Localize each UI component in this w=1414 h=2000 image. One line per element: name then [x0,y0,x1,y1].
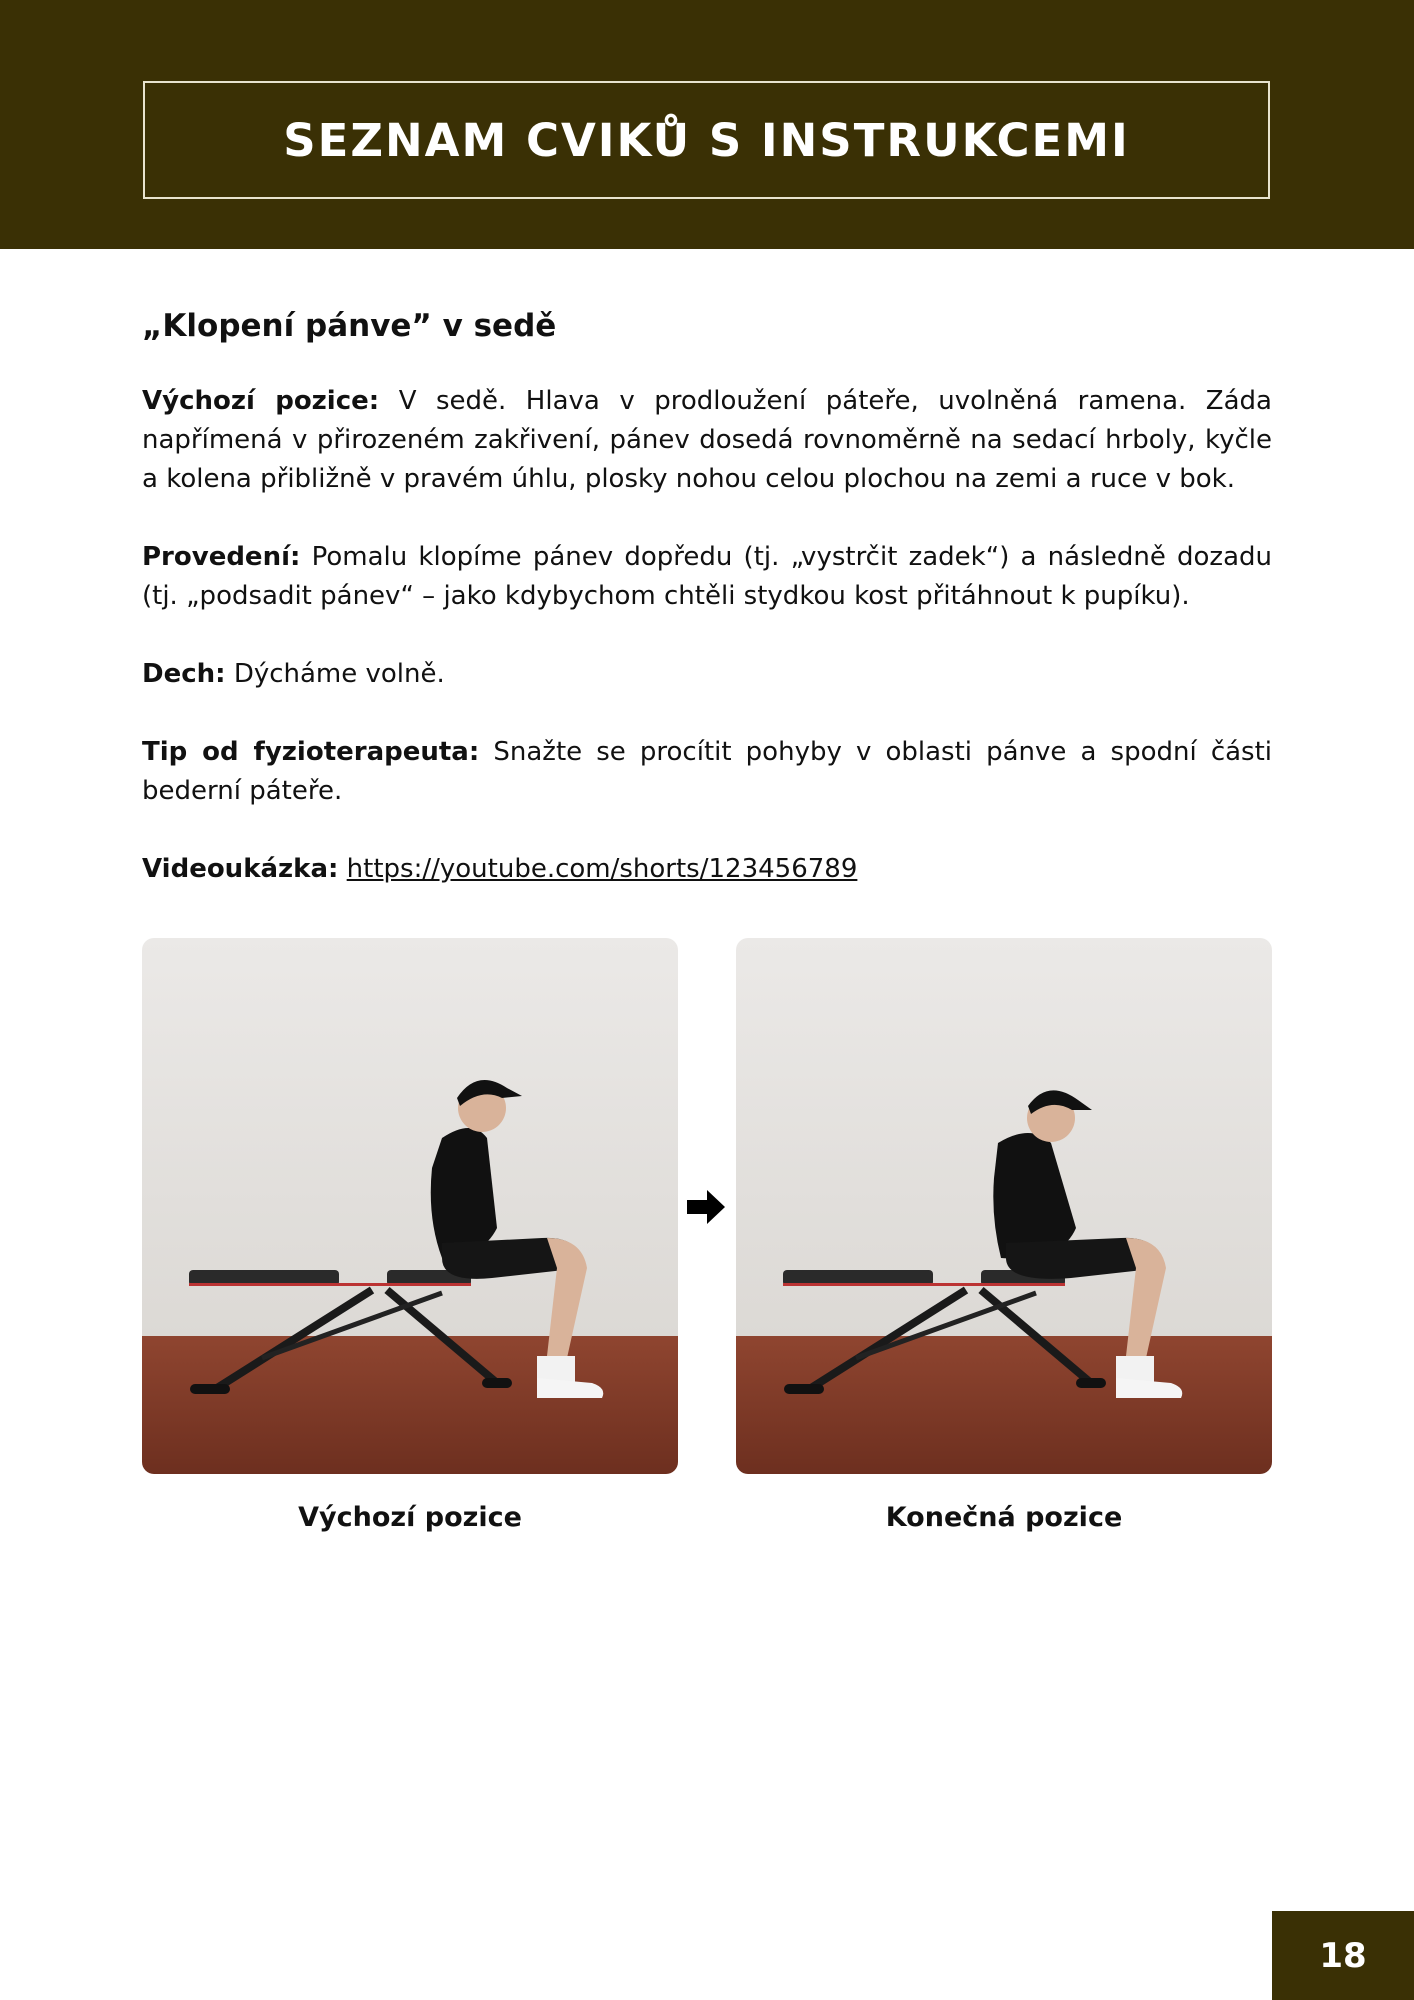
exercise-content [142,300,1272,928]
page-number: 18 [1319,1935,1367,1976]
page-header [0,0,1414,249]
breath-paragraph [142,655,1272,694]
start-position-paragraph [142,382,1272,499]
execution-paragraph [142,538,1272,616]
end-position-photo [736,938,1272,1474]
page-title: SEZNAM CVIKŮ S INSTRUKCEMI [283,113,1130,167]
start-position-caption: Výchozí pozice [298,1502,522,1533]
exercise-title: „Klopení pánve” v sedě [142,308,557,344]
tip-label: Tip od fyzioterapeuta: [142,737,480,767]
header-frame [143,81,1270,199]
start-position-photo [142,938,678,1474]
start-position-label: Výchozí pozice: [142,386,380,416]
end-position-caption: Konečná pozice [885,1502,1123,1533]
page-number-box [1272,1911,1414,2000]
arrow-right-icon [685,1186,727,1228]
breath-text: Dýcháme volně. [233,659,445,689]
start-position-text: V sedě. Hlava v prodloužení páteře, uvolněná ramena. Záda napřímená v přirozeném zakřivení, pánev dosedá rovnoměrně na sedací hrboly, kyčle a kolena přibližně v pravém úhlu, plosky nohou celou plochou na zemi a ruce v bok. [142,386,1272,494]
video-paragraph [142,850,1272,889]
video-label: Videoukázka: [142,854,339,884]
video-link[interactable]: https://youtube.com/shorts/123456789 [346,854,858,884]
execution-label: Provedení: [142,542,301,572]
execution-text: Pomalu klopíme pánev dopředu (tj. „vystrčit zadek“) a následně dozadu (tj. „podsadit pánev“ – jako kdybychom chtěli stydkou kost přitáhnout k pupíku). [142,542,1272,611]
tip-paragraph [142,733,1272,811]
tip-text: Snažte se procítit pohyby v oblasti pánve a spodní části bederní páteře. [142,737,1273,806]
breath-label: Dech: [142,659,226,689]
exercise-photos [142,938,1272,1478]
